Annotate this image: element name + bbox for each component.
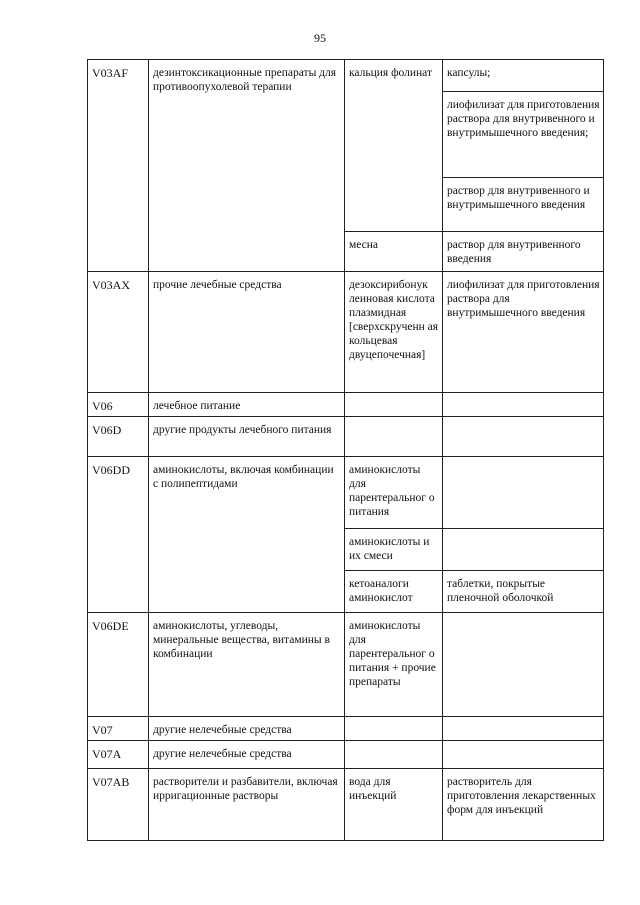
dosage-form-cell: таблетки, покрытые пленочной оболочкой <box>443 571 604 613</box>
atc-code-cell: V06D <box>88 417 149 457</box>
table-row <box>88 741 604 769</box>
dosage-form-cell <box>443 741 604 769</box>
dosage-form-cell: раствор для внутривенного и внутримышечного введения <box>443 178 604 232</box>
atc-code-cell: V07 <box>88 717 149 741</box>
margin-scan-mark <box>629 6 634 86</box>
dosage-form-cell: лиофилизат для приготовления раствора для внутримышечного введения <box>443 272 604 393</box>
atc-code-cell: V06DD <box>88 457 149 613</box>
table-row <box>88 60 604 92</box>
page-number: 95 <box>314 31 326 45</box>
table-row <box>88 417 604 457</box>
dosage-form-cell <box>443 529 604 571</box>
substance-cell <box>345 417 443 457</box>
table-row <box>88 613 604 717</box>
table-row <box>88 272 604 393</box>
substance-cell: вода для инъекций <box>345 769 443 841</box>
dosage-form-cell <box>443 417 604 457</box>
pharmacological-group-cell: дезинтоксикационные препараты для противоопухолевой терапии <box>149 60 345 272</box>
pharmacological-group-cell: аминокислоты, углеводы, минеральные вещества, витамины в комбинации <box>149 613 345 717</box>
substance-cell: дезоксирибонук леиновая кислота плазмидная [сверхскрученн ая кольцевая двуцепочечная] <box>345 272 443 393</box>
atc-code-cell: V03AX <box>88 272 149 393</box>
pharmacological-group-cell: растворители и разбавители, включая ирригационные растворы <box>149 769 345 841</box>
substance-cell: кетоаналоги аминокислот <box>345 571 443 613</box>
substance-cell <box>345 741 443 769</box>
dosage-form-cell: растворитель для приготовления лекарственных форм для инъекций <box>443 769 604 841</box>
pharmacological-group-cell: аминокислоты, включая комбинации с полипептидами <box>149 457 345 613</box>
dosage-form-cell: капсулы; <box>443 60 604 92</box>
table-row <box>88 717 604 741</box>
atc-code-cell: V07A <box>88 741 149 769</box>
substance-cell <box>345 393 443 417</box>
substance-cell: кальция фолинат <box>345 60 443 232</box>
pharmacological-group-cell: другие нелечебные средства <box>149 717 345 741</box>
substance-cell <box>345 717 443 741</box>
pharmacological-group-cell: другие продукты лечебного питания <box>149 417 345 457</box>
dosage-form-cell: раствор для внутривенного введения <box>443 232 604 272</box>
dosage-form-cell: лиофилизат для приготовления раствора для внутривенного и внутримышечного введения; <box>443 92 604 178</box>
atc-code-cell: V03AF <box>88 60 149 272</box>
substance-cell: аминокислоты и их смеси <box>345 529 443 571</box>
atc-code-cell: V07AB <box>88 769 149 841</box>
dosage-form-cell <box>443 457 604 529</box>
table-row <box>88 769 604 841</box>
pharmacological-group-cell: прочие лечебные средства <box>149 272 345 393</box>
pharmacological-group-cell: лечебное питание <box>149 393 345 417</box>
drug-classification-table <box>87 59 604 841</box>
atc-code-cell: V06 <box>88 393 149 417</box>
dosage-form-cell <box>443 393 604 417</box>
dosage-form-cell <box>443 613 604 717</box>
table-row <box>88 393 604 417</box>
pharmacological-group-cell: другие нелечебные средства <box>149 741 345 769</box>
atc-code-cell: V06DE <box>88 613 149 717</box>
substance-cell: месна <box>345 232 443 272</box>
dosage-form-cell <box>443 717 604 741</box>
substance-cell: аминокислоты для парентеральног о питания <box>345 457 443 529</box>
table-row <box>88 457 604 529</box>
substance-cell: аминокислоты для парентеральног о питания + прочие препараты <box>345 613 443 717</box>
